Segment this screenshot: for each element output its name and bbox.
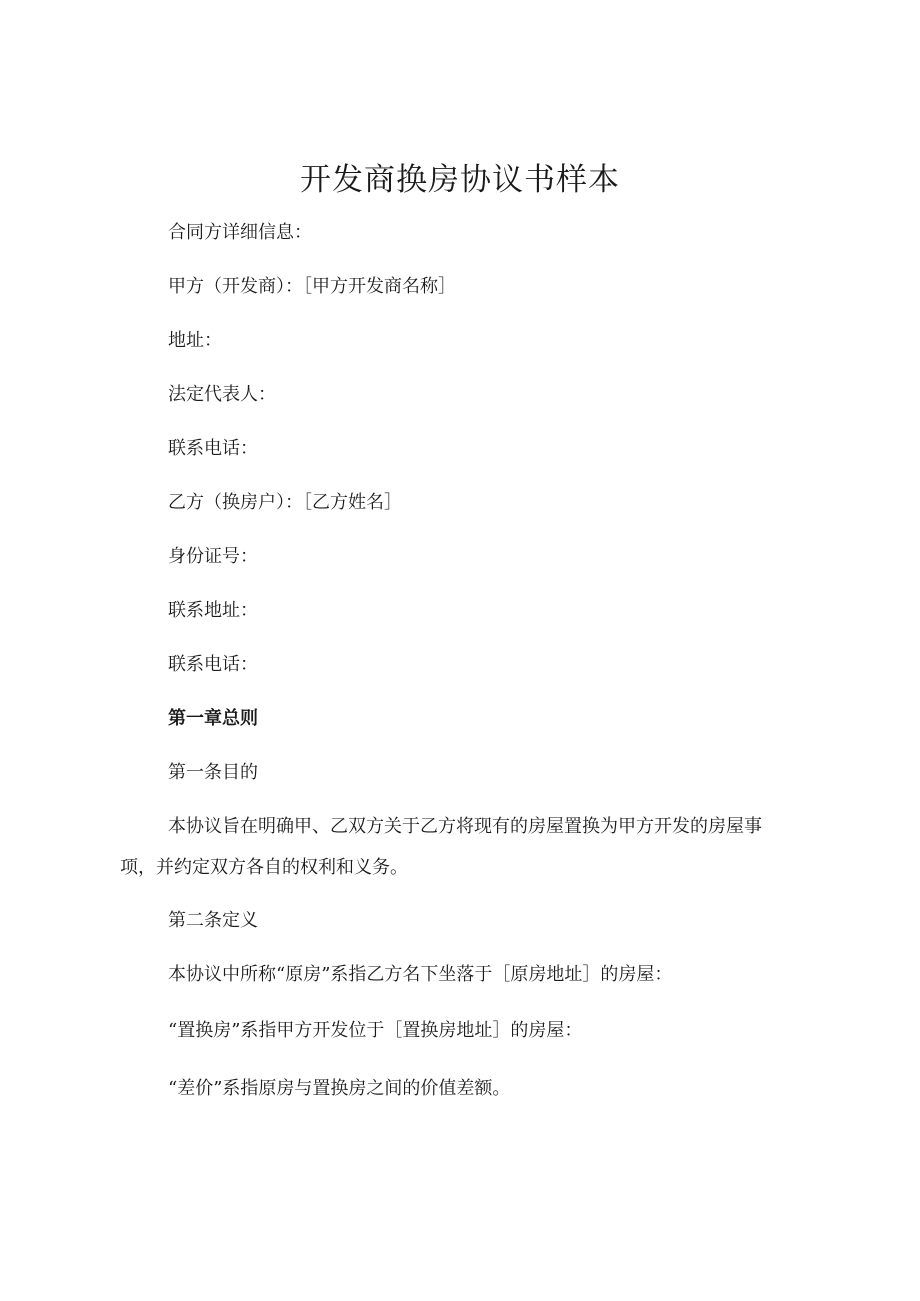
definition-original-house: 本协议中所称“原房”系指乙方名下坐落于［原房地址］的房屋： <box>168 964 673 985</box>
party-b-address: 联系地址： <box>168 600 258 621</box>
document-title: 开发商换房协议书样本 <box>300 162 620 198</box>
chapter-1-heading: 第一章总则 <box>168 708 258 729</box>
party-a-address: 地址： <box>168 330 222 351</box>
article-1-body: 本协议旨在明确甲、乙双方关于乙方将现有的房屋置换为甲方开发的房屋事项，并约定双方各自的权利和义务。 <box>120 816 762 878</box>
party-a-phone: 联系电话： <box>168 438 258 459</box>
article-2-heading: 第二条定义 <box>168 910 258 931</box>
definition-replacement-house: “置换房”系指甲方开发位于［置换房地址］的房屋： <box>168 1020 583 1041</box>
contract-parties-heading: 合同方详细信息： <box>168 222 312 243</box>
party-b-name: 乙方（换房户）：［乙方姓名］ <box>168 492 402 513</box>
article-1-heading: 第一条目的 <box>168 762 258 783</box>
definition-price-difference: “差价”系指原房与置换房之间的价值差额。 <box>168 1078 511 1099</box>
party-a-legal-representative: 法定代表人： <box>168 384 276 405</box>
party-a-name: 甲方（开发商）：［甲方开发商名称］ <box>168 276 456 297</box>
party-b-id-number: 身份证号： <box>168 546 258 567</box>
party-b-phone: 联系电话： <box>168 654 258 675</box>
